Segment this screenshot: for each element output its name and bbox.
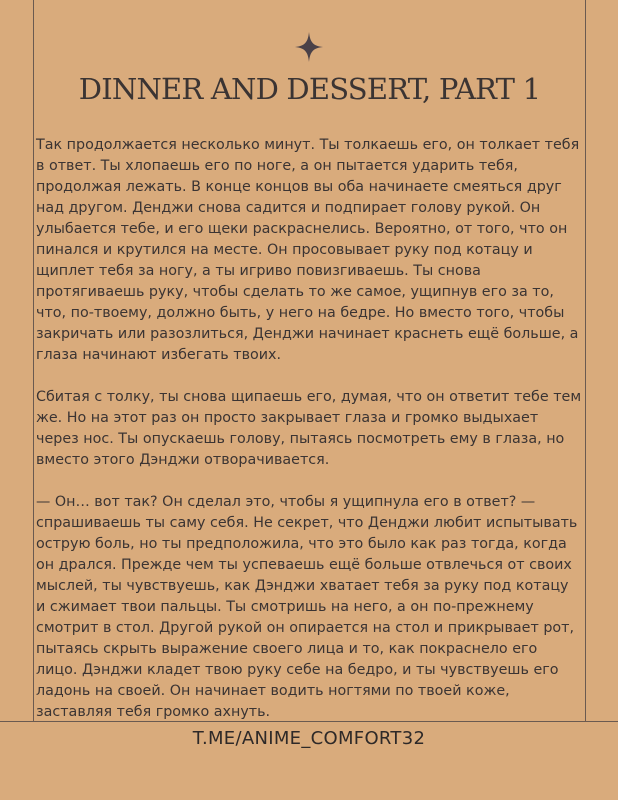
four-point-star-icon (295, 32, 323, 62)
channel-link[interactable]: T.ME/ANIME_COMFORT32 (192, 728, 426, 749)
paragraph: Так продолжается несколько минут. Ты толкаешь его, он толкает тебя в ответ. Ты хлопаешь его по ноге, а он пытается ударить тебя, продолжая лежать. В конце концов вы оба начинаете смеяться друг над другом. Денджи снова садится и подпирает голову рукой. Он улыбается тебе, и его щеки раскраснелись. Вероятно, от того, что он пинался и крутился на месте. Он просовывает руку под котацу и щиплет тебя за ногу, а ты игриво повизгиваешь. Ты снова протягиваешь руку, чтобы сделать то же самое, ущипнув его за то, что, по-твоему, должно быть, у него на бедре. Но вместо того, чтобы закричать или разозлиться, Денджи начинает краснеть ещё больше, а глаза начинают избегать твоих. (36, 137, 580, 363)
story-text (36, 135, 582, 744)
left-border-line (33, 0, 34, 722)
paragraph: — Он… вот так? Он сделал это, чтобы я ущипнула его в ответ? — спрашиваешь ты саму себя. Не секрет, что Денджи любит испытывать острую боль, но ты предположила, что это было как раз тогда, когда он дрался. Прежде чем ты успеваешь ещё больше отвлечься от своих мыслей, ты чувствуешь, как Дэнджи хватает тебя за руку под котацу и сжимает твои пальцы. Ты смотришь на него, а он по-прежнему смотрит в стол. Другой рукой он опирается на стол и прикрывает рот, пытаясь скрыть выражение своего лица и то, как покраснело его лицо. Дэнджи кладет твою руку себе на бедро, и ты чувствуешь его ладонь на своей. Он начинает водить ногтями по твоей коже, заставляя тебя громко ахнуть. (36, 494, 578, 720)
page-title: DINNER AND DESSERT, PART 1 (78, 72, 541, 106)
right-border-line (585, 0, 586, 722)
paragraph: Сбитая с толку, ты снова щипаешь его, думая, что он ответит тебе тем же. Но на этот раз он просто закрывает глаза и громко выдыхает через нос. Ты опускаешь голову, пытаясь посмотреть ему в глаза, но вместо этого Дэнджи отворачивается. (36, 389, 582, 468)
